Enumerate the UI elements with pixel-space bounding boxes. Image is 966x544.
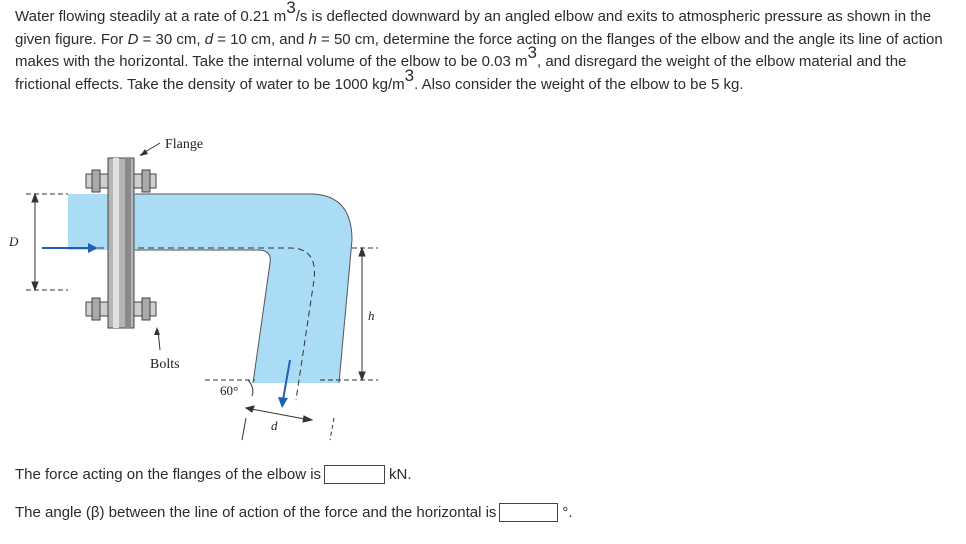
- problem-text: = 30 cm,: [138, 30, 205, 48]
- flange-shadow: [125, 158, 131, 328]
- bolts-leader: [154, 327, 160, 350]
- exit-region: [246, 383, 339, 418]
- force-answer-row: [15, 465, 412, 484]
- bolts-label: Bolts: [150, 357, 180, 372]
- h-label: h: [368, 308, 375, 323]
- force-unit: kN.: [389, 466, 412, 483]
- elbow-figure: [0, 120, 420, 450]
- d-label: d: [271, 418, 278, 433]
- superscript: 3: [286, 0, 296, 17]
- force-input[interactable]: [324, 465, 385, 484]
- angle-input[interactable]: [499, 503, 558, 522]
- D-dimension: [26, 194, 68, 290]
- problem-text: Water flowing steadily at a rate of 0.21 m: [15, 8, 287, 25]
- variable-h: h: [308, 30, 317, 48]
- superscript: 3: [527, 43, 537, 62]
- D-label: D: [9, 234, 19, 249]
- angle-label: 60°: [220, 383, 239, 398]
- angle-unit: °.: [562, 504, 573, 521]
- angle-answer-row: [15, 503, 573, 522]
- problem-text: . Also consider the weight of the elbow to be 5 kg.: [414, 75, 744, 93]
- problem-text: = 10 cm, and: [213, 30, 309, 48]
- problem-text: = 50 cm, determine the force acting on the flanges of the elbow and the angle its line of action makes with the horizontal. Take the internal volume of the elbow to be 0.03 m: [15, 30, 943, 70]
- force-prompt: The force acting on the flanges of the elbow is: [15, 466, 322, 483]
- problem-text: /s is deflected downward by an angled elbow and exits to atmospheric pressure as shown in the given figure. For: [15, 8, 932, 48]
- superscript: 3: [404, 65, 415, 85]
- problem-text: , and disregard the weight of the elbow material and the frictional effects. Take the density of water to be 1000 kg/m: [15, 53, 907, 93]
- flange-label: Flange: [165, 137, 204, 152]
- problem-statement: [15, 0, 960, 96]
- angle-prompt: The angle (β) between the line of action of the force and the horizontal is: [15, 504, 497, 521]
- flange-highlight: [113, 158, 119, 328]
- flange-leader: [140, 143, 160, 156]
- variable-d: d: [204, 30, 214, 48]
- variable-D: D: [127, 30, 139, 48]
